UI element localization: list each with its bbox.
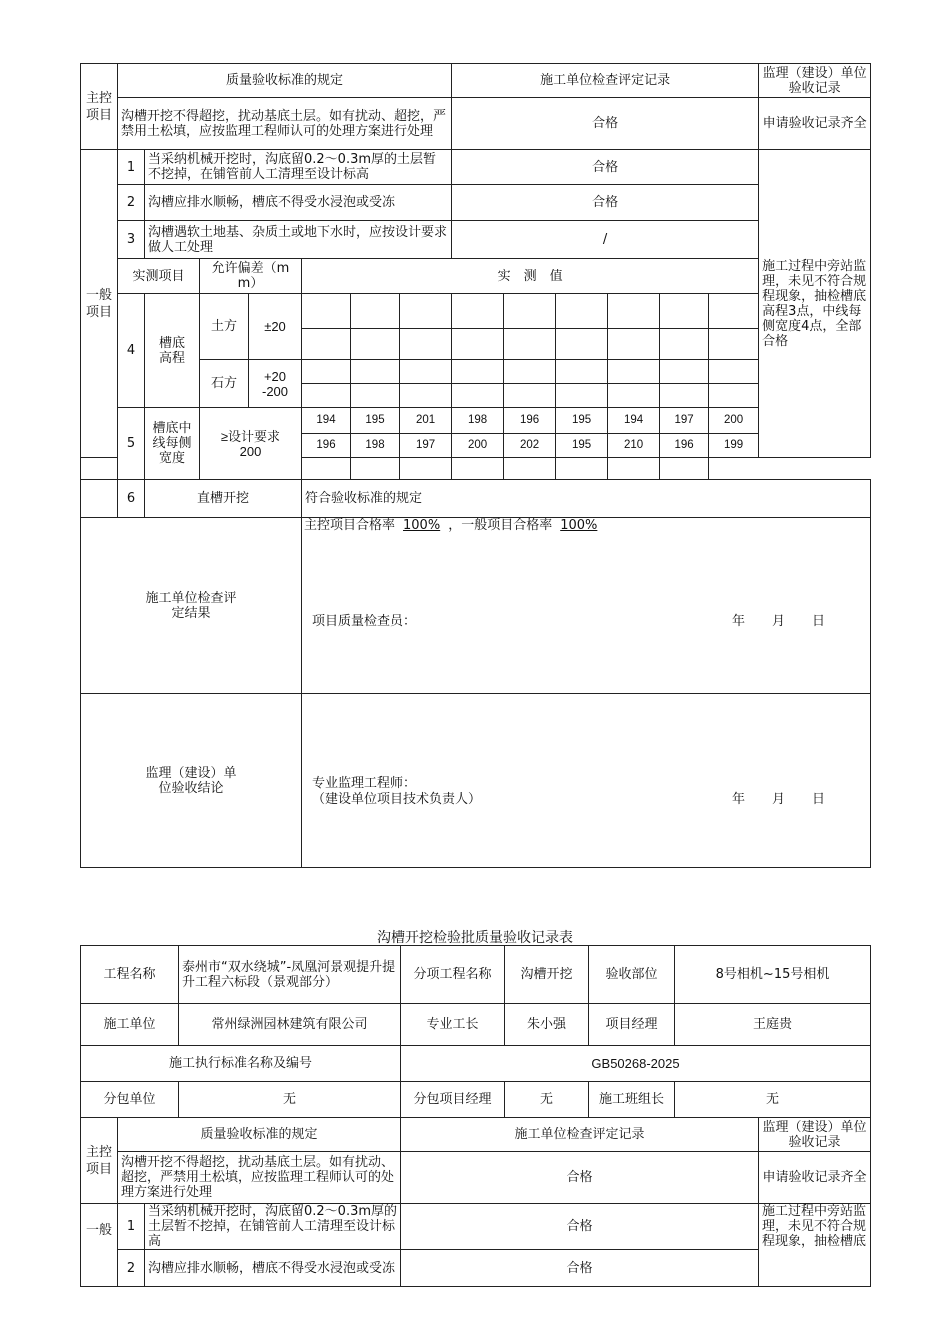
main-item-supervisor: 申请验收记录齐全	[759, 1152, 871, 1204]
owner-rep-label: （建设单位项目技术负责人）	[312, 792, 482, 807]
main-item-supervisor: 申请验收记录齐全	[759, 98, 871, 150]
general-item-text: 沟槽应排水顺畅，槽底不得受水浸泡或受冻	[145, 185, 452, 221]
main-item-result: 合格	[401, 1152, 759, 1204]
general-item-result: 合格	[401, 1204, 759, 1250]
contractor-value: 常州绿洲园林建筑有限公司	[179, 1004, 401, 1046]
pass-rate-mid: ，一般项目合格率	[448, 518, 553, 533]
day-label: 日	[812, 792, 826, 807]
measure-cell	[400, 360, 452, 384]
general-item-text: 当采纳机械开挖时，沟底留0.2～0.3m厚的土层暂不挖掉，在铺管前人工清理至设计标高	[145, 150, 452, 185]
main-item-text: 沟槽开挖不得超挖，扰动基底土层。如有扰动、超挖，严禁用土松填，应按监理工程师认可的处理方案进行处理	[118, 1152, 401, 1204]
width-value: 199	[709, 434, 759, 458]
width-value: 197	[660, 408, 709, 434]
measure-cell	[709, 384, 759, 408]
width-value: 200	[709, 408, 759, 434]
rock-tolerance-up: +20	[263, 368, 287, 384]
width-value: 200	[452, 434, 504, 458]
contractor-result-content	[302, 518, 871, 694]
width-value: 201	[400, 408, 452, 434]
measure-cell	[504, 384, 556, 408]
measure-cell	[400, 329, 452, 360]
item5-tolerance-line2: 200	[239, 443, 262, 459]
measure-cell	[709, 329, 759, 360]
measure-cell	[504, 458, 556, 480]
contractor-result-label: 施工单位检查评定结果	[81, 518, 302, 694]
measure-cell	[660, 458, 709, 480]
earth-tolerance: ±20	[249, 294, 302, 360]
general-item-no: 2	[118, 185, 145, 221]
contractor-record-header: 施工单位检查评定记录	[401, 1118, 759, 1152]
general-item-result: 合格	[452, 150, 759, 185]
project-name-label: 工程名称	[81, 946, 179, 1004]
sub-project-value: 沟槽开挖	[505, 946, 589, 1004]
general-item-result: /	[452, 221, 759, 259]
general-item-no: 3	[118, 221, 145, 259]
width-value: 195	[351, 408, 400, 434]
width-value: 195	[556, 408, 608, 434]
measure-cell	[351, 360, 400, 384]
measure-cell	[608, 458, 660, 480]
date-line	[732, 792, 852, 807]
item5-tolerance	[200, 408, 302, 480]
standard-code-label: 施工执行标准名称及编号	[81, 1046, 401, 1082]
general-items-label	[81, 1204, 118, 1287]
width-value: 197	[400, 434, 452, 458]
item6-name: 直槽开挖	[145, 480, 302, 518]
measure-item-header: 实测项目	[118, 259, 200, 294]
pass-rate-prefix: 主控项目合格率	[304, 518, 396, 533]
measure-cell	[302, 458, 351, 480]
team-leader-label: 施工班组长	[589, 1082, 675, 1118]
measure-cell	[660, 360, 709, 384]
inspection-table-bottom	[80, 945, 871, 1287]
measure-cell	[400, 458, 452, 480]
measure-cell	[351, 294, 400, 329]
width-value: 194	[302, 408, 351, 434]
sub-pm-label: 分包项目经理	[401, 1082, 505, 1118]
width-value: 194	[608, 408, 660, 434]
measure-cell	[302, 329, 351, 360]
location-value: 8号相机~15号相机	[675, 946, 871, 1004]
general-item-text: 当采纳机械开挖时，沟底留0.2～0.3m厚的土层暂不挖掉，在铺管前人工清理至设计标高	[145, 1204, 401, 1250]
general-items-label: 一般项目	[81, 150, 118, 458]
measure-cell	[608, 360, 660, 384]
width-value: 196	[660, 434, 709, 458]
width-value: 198	[351, 434, 400, 458]
measure-cell	[351, 458, 400, 480]
width-value: 195	[556, 434, 608, 458]
width-value: 196	[504, 408, 556, 434]
month-label: 月	[772, 792, 786, 807]
measure-cell	[452, 384, 504, 408]
measure-cell	[504, 329, 556, 360]
measure-cell	[351, 384, 400, 408]
contractor-record-header: 施工单位检查评定记录	[452, 64, 759, 98]
general-item-result: 合格	[401, 1250, 759, 1287]
foreman-value: 朱小强	[505, 1004, 589, 1046]
location-label: 验收部位	[589, 946, 675, 1004]
general-item-no: 1	[118, 1204, 145, 1250]
main-pass-rate: 100%	[403, 518, 441, 533]
general-item-result: 合格	[452, 185, 759, 221]
measure-cell	[660, 294, 709, 329]
measured-values-header: 实 测 值	[302, 259, 759, 294]
measure-cell	[81, 458, 118, 480]
measure-cell	[452, 329, 504, 360]
measure-cell	[556, 294, 608, 329]
measure-cell	[608, 329, 660, 360]
date-line	[732, 614, 852, 629]
measure-cell	[660, 384, 709, 408]
measure-cell	[504, 294, 556, 329]
general-item-text: 沟槽遇软土地基、杂质土或地下水时，应按设计要求做人工处理	[145, 221, 452, 259]
supervisor-conclusion-label: 监理（建设）单位验收结论	[81, 694, 302, 868]
pm-value: 王庭贵	[675, 1004, 871, 1046]
main-item-result: 合格	[452, 98, 759, 150]
supervisor-record-header: 监理（建设）单位验收记录	[759, 1118, 871, 1152]
item5-tolerance-line1: ≥设计要求	[220, 428, 281, 444]
measure-cell	[709, 294, 759, 329]
inspection-table-top	[80, 63, 871, 868]
item5-name: 槽底中线每侧宽度	[145, 408, 200, 480]
standard-code-value: GB50268-2025	[401, 1046, 871, 1082]
subcontractor-label: 分包单位	[81, 1082, 179, 1118]
measure-cell	[709, 360, 759, 384]
contractor-label: 施工单位	[81, 1004, 179, 1046]
standard-header: 质量验收标准的规定	[118, 64, 452, 98]
general-item-no: 2	[118, 1250, 145, 1287]
rock-tolerance-down: -200	[261, 383, 289, 399]
measure-cell	[302, 384, 351, 408]
measure-cell	[452, 458, 504, 480]
width-value: 202	[504, 434, 556, 458]
general-items-label-text: 一般	[85, 1223, 112, 1238]
form-title: 沟槽开挖检验批质量验收记录表	[377, 930, 573, 946]
earth-label: 土方	[200, 294, 249, 360]
measure-cell	[351, 329, 400, 360]
allowance-header: 允许偏差（mm）	[200, 259, 302, 294]
standard-header: 质量验收标准的规定	[118, 1118, 401, 1152]
measure-cell	[608, 384, 660, 408]
general-pass-rate: 100%	[560, 518, 598, 533]
measure-cell	[302, 294, 351, 329]
inspector-label: 项目质量检查员：	[312, 614, 417, 629]
measure-cell	[556, 458, 608, 480]
general-supervisor-note: 施工过程中旁站监理，未见不符合规程现象，抽检槽底高程3点，中线每侧宽度4点，全部合格	[759, 150, 871, 458]
main-item-text: 沟槽开挖不得超挖，扰动基底土层。如有扰动、超挖，严禁用土松填，应按监理工程师认可的处理方案进行处理	[118, 98, 452, 150]
month-label: 月	[772, 614, 786, 629]
measure-cell	[556, 360, 608, 384]
measure-cell	[504, 360, 556, 384]
measure-cell	[556, 329, 608, 360]
rock-label: 石方	[200, 360, 249, 408]
measure-cell	[400, 294, 452, 329]
measure-cell	[452, 294, 504, 329]
item4-name: 槽底高程	[145, 294, 200, 408]
measure-cell	[302, 360, 351, 384]
measure-cell	[556, 384, 608, 408]
measure-cell	[400, 384, 452, 408]
width-value: 198	[452, 408, 504, 434]
year-label: 年	[732, 792, 746, 807]
pass-rate-line	[304, 518, 605, 533]
general-item-text: 沟槽应排水顺畅，槽底不得受水浸泡或受冻	[145, 1250, 401, 1287]
measure-cell	[608, 294, 660, 329]
team-leader-value: 无	[675, 1082, 871, 1118]
item6-no: 6	[118, 480, 145, 518]
supervisor-conclusion-content	[302, 694, 871, 868]
general-supervisor-note: 施工过程中旁站监理，未见不符合规程现象，抽检槽底	[759, 1204, 871, 1287]
sub-project-label: 分项工程名称	[401, 946, 505, 1004]
general-label-continued	[81, 480, 118, 518]
item5-no: 5	[118, 408, 145, 480]
measure-cell	[660, 329, 709, 360]
supervisor-record-header: 监理（建设）单位验收记录	[759, 64, 871, 98]
width-value: 210	[608, 434, 660, 458]
subcontractor-value: 无	[179, 1082, 401, 1118]
project-name-value: 泰州市“双水绕城”-凤凰河景观提升提升工程六标段（景观部分）	[179, 946, 401, 1004]
sub-pm-value: 无	[505, 1082, 589, 1118]
year-label: 年	[732, 614, 746, 629]
item4-no: 4	[118, 294, 145, 408]
day-label: 日	[812, 614, 826, 629]
engineer-label: 专业监理工程师：	[312, 776, 417, 791]
general-item-no: 1	[118, 150, 145, 185]
main-control-header: 主控项目	[81, 64, 118, 150]
foreman-label: 专业工长	[401, 1004, 505, 1046]
item6-result: 符合验收标准的规定	[302, 480, 871, 518]
pm-label: 项目经理	[589, 1004, 675, 1046]
measure-cell	[452, 360, 504, 384]
rock-tolerance	[249, 360, 302, 408]
width-value: 196	[302, 434, 351, 458]
main-control-header: 主控项目	[81, 1118, 118, 1204]
